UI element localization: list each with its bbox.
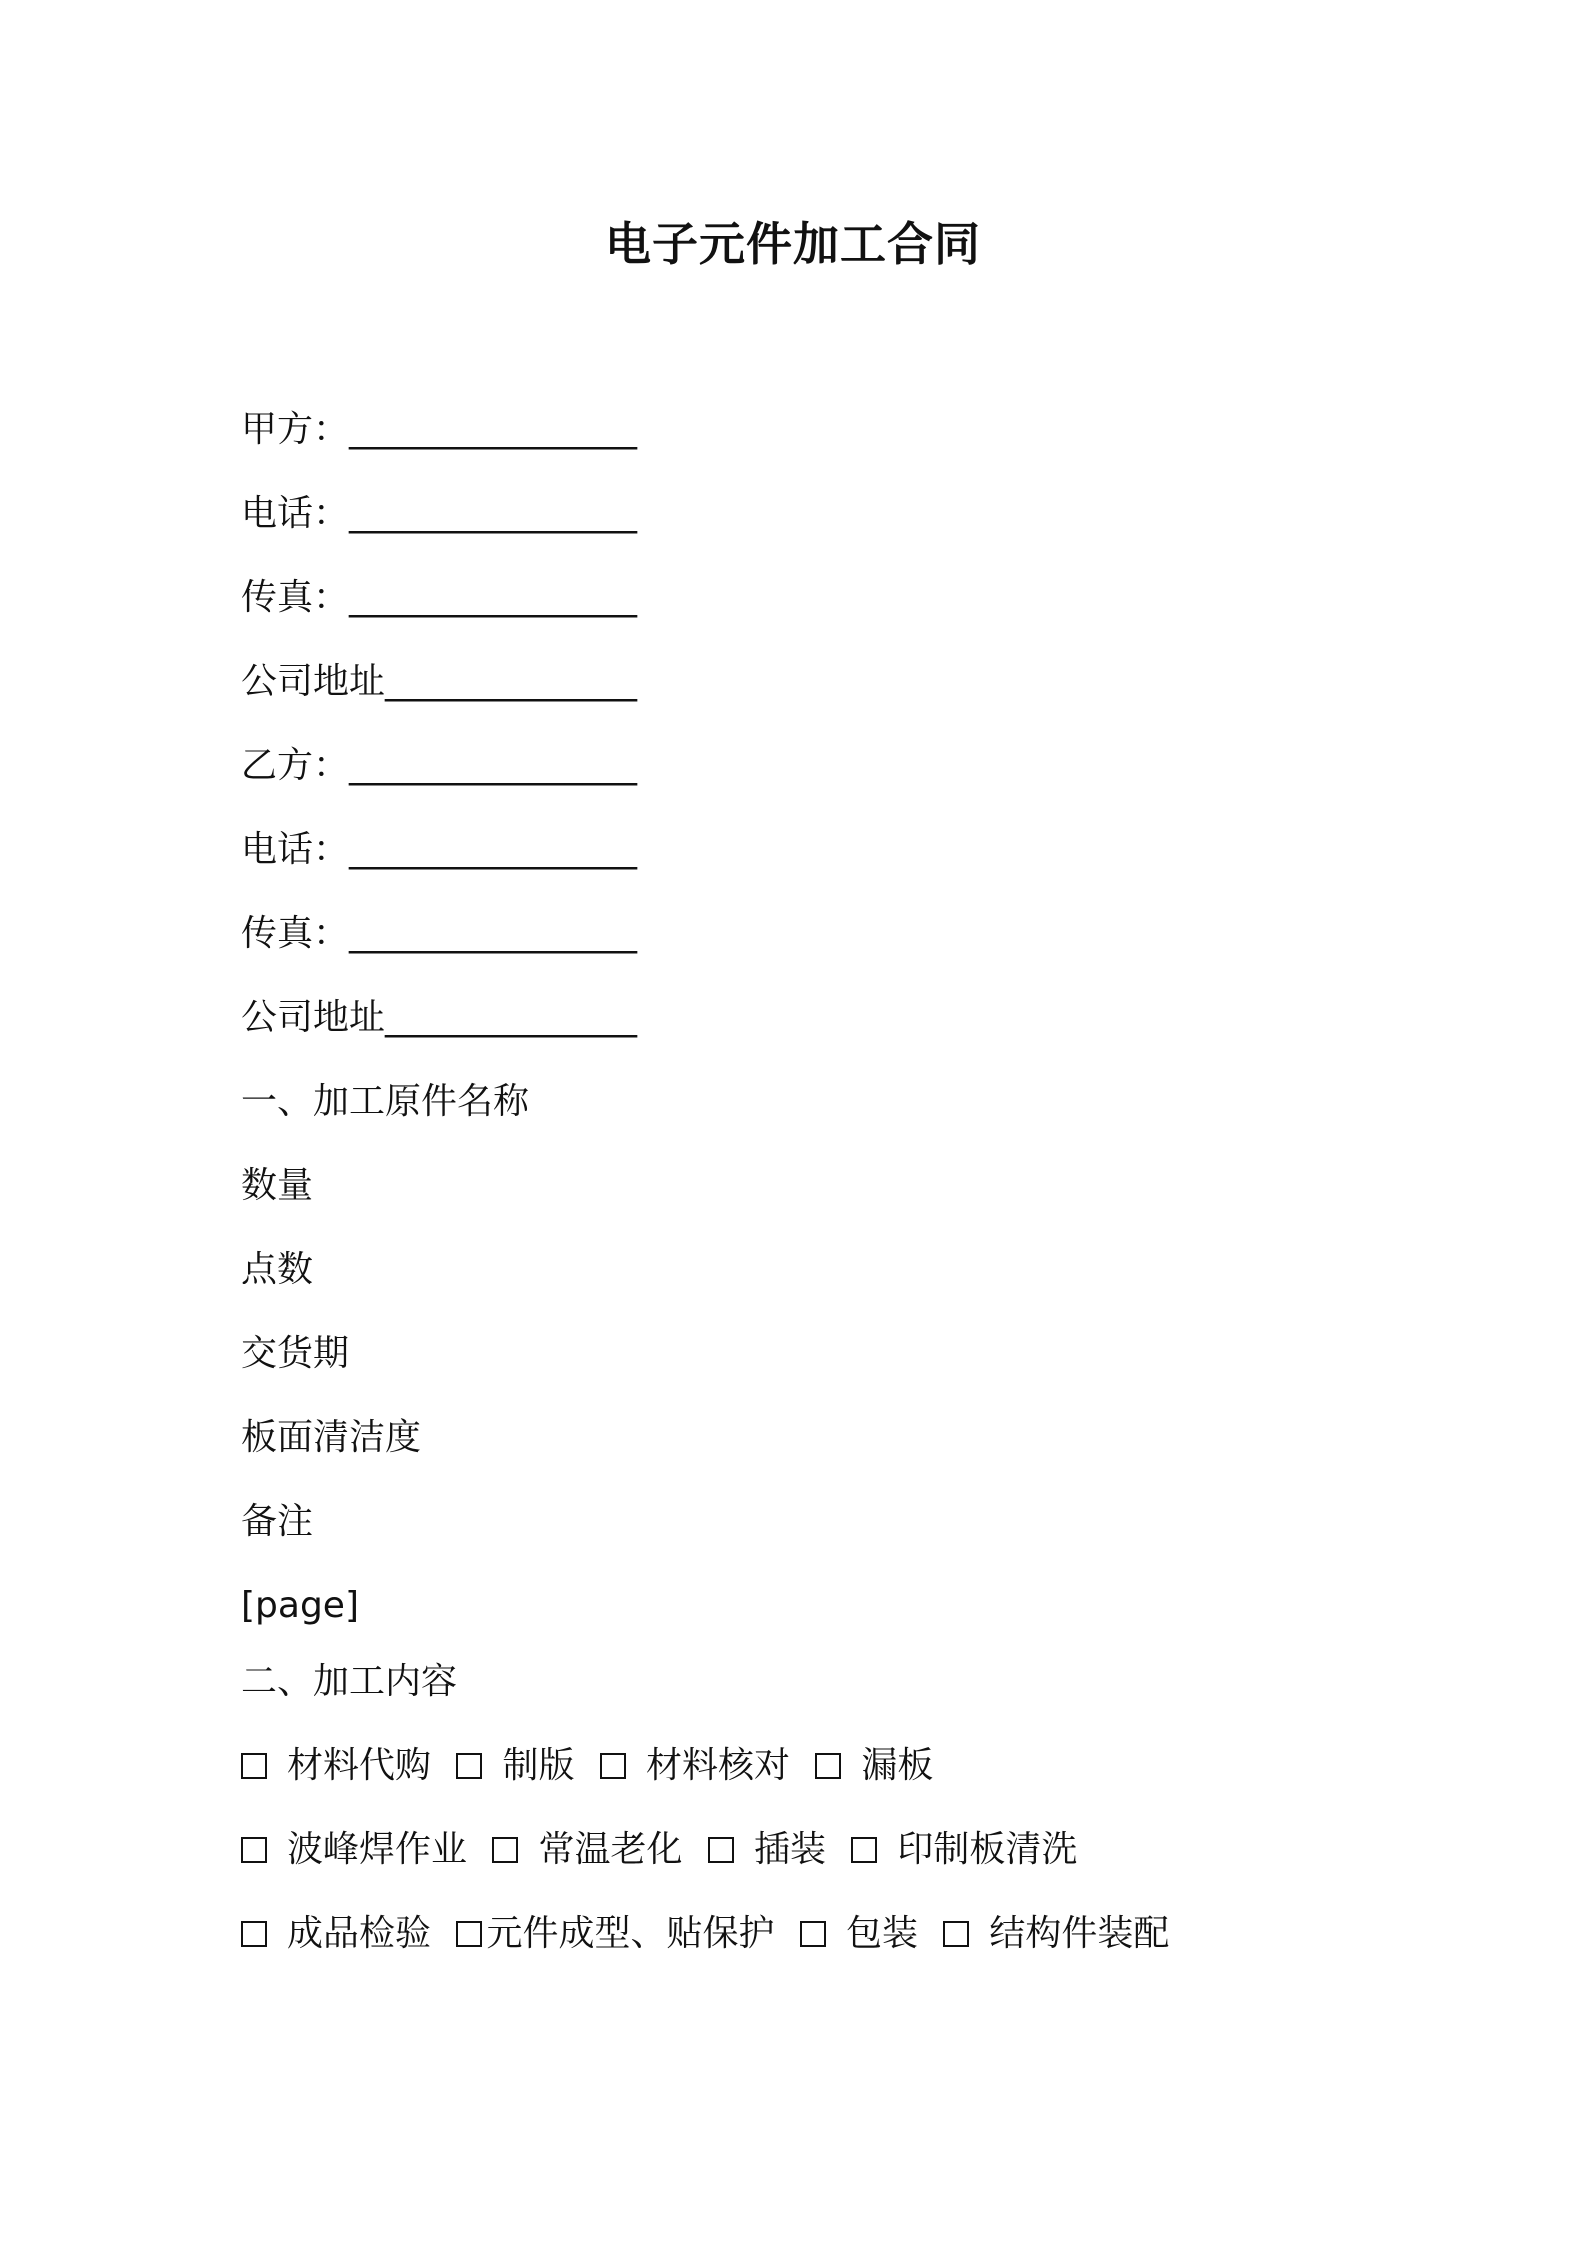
checkbox[interactable] xyxy=(492,1837,518,1863)
checkbox-item[interactable] xyxy=(492,1826,682,1874)
section-1-heading: 一、加工原件名称 xyxy=(241,1081,530,1122)
checkbox-label: 常温老化 xyxy=(538,1829,683,1870)
checkbox[interactable] xyxy=(456,1753,482,1779)
checkbox[interactable] xyxy=(600,1753,626,1779)
page-marker: [page] xyxy=(241,1585,360,1626)
party-b-fax: 传真：________________ xyxy=(241,913,638,954)
checkbox-item[interactable] xyxy=(600,1742,790,1790)
checkbox-label: 漏板 xyxy=(861,1745,934,1786)
checkbox-row-2 xyxy=(241,1826,1391,1874)
checkbox-item[interactable] xyxy=(241,1910,431,1958)
checkbox-label: 波峰焊作业 xyxy=(287,1829,468,1870)
checkbox-label: 插装 xyxy=(753,1829,826,1870)
checkbox[interactable] xyxy=(241,1753,267,1779)
checkbox-row-1 xyxy=(241,1742,1391,1790)
party-b-name: 乙方：________________ xyxy=(241,745,638,786)
checkbox-item[interactable] xyxy=(943,1910,1169,1958)
checkbox-item[interactable] xyxy=(456,1910,774,1958)
checkbox[interactable] xyxy=(851,1837,877,1863)
checkbox-label: 结构件装配 xyxy=(989,1913,1170,1954)
field-delivery-date: 交货期 xyxy=(241,1333,350,1374)
field-remarks: 备注 xyxy=(241,1501,314,1542)
checkbox-row-3 xyxy=(241,1910,1391,1958)
checkbox-item[interactable] xyxy=(708,1826,826,1874)
checkbox-item[interactable] xyxy=(800,1910,918,1958)
checkbox-label: 成品检验 xyxy=(287,1913,432,1954)
section-2-heading: 二、加工内容 xyxy=(241,1661,458,1702)
checkbox[interactable] xyxy=(241,1921,267,1947)
checkbox[interactable] xyxy=(456,1921,482,1947)
checkbox[interactable] xyxy=(943,1921,969,1947)
field-board-cleanliness: 板面清洁度 xyxy=(241,1417,422,1458)
checkbox-item[interactable] xyxy=(851,1826,1077,1874)
checkbox-item[interactable] xyxy=(815,1742,933,1790)
field-points: 点数 xyxy=(241,1249,314,1290)
party-a-name: 甲方：________________ xyxy=(241,409,638,450)
party-a-fax: 传真：________________ xyxy=(241,577,638,618)
checkbox[interactable] xyxy=(800,1921,826,1947)
checkbox-item[interactable] xyxy=(456,1742,574,1790)
checkbox-label: 制版 xyxy=(502,1745,575,1786)
document-title: 电子元件加工合同 xyxy=(605,217,981,271)
field-quantity: 数量 xyxy=(241,1165,314,1206)
party-a-address: 公司地址______________ xyxy=(241,661,638,702)
checkbox[interactable] xyxy=(708,1837,734,1863)
checkbox-label: 元件成型、贴保护 xyxy=(486,1913,775,1954)
checkbox-label: 材料代购 xyxy=(287,1745,432,1786)
party-a-phone: 电话：________________ xyxy=(241,493,638,534)
checkbox[interactable] xyxy=(241,1837,267,1863)
checkbox-label: 包装 xyxy=(845,1913,918,1954)
checkbox-label: 材料核对 xyxy=(645,1745,790,1786)
checkbox-item[interactable] xyxy=(241,1742,431,1790)
party-b-address: 公司地址______________ xyxy=(241,997,638,1038)
checkbox[interactable] xyxy=(815,1753,841,1779)
contract-body xyxy=(241,406,1391,1994)
checkbox-item[interactable] xyxy=(241,1826,467,1874)
party-b-phone: 电话：________________ xyxy=(241,829,638,870)
checkbox-label: 印制板清洗 xyxy=(897,1829,1078,1870)
